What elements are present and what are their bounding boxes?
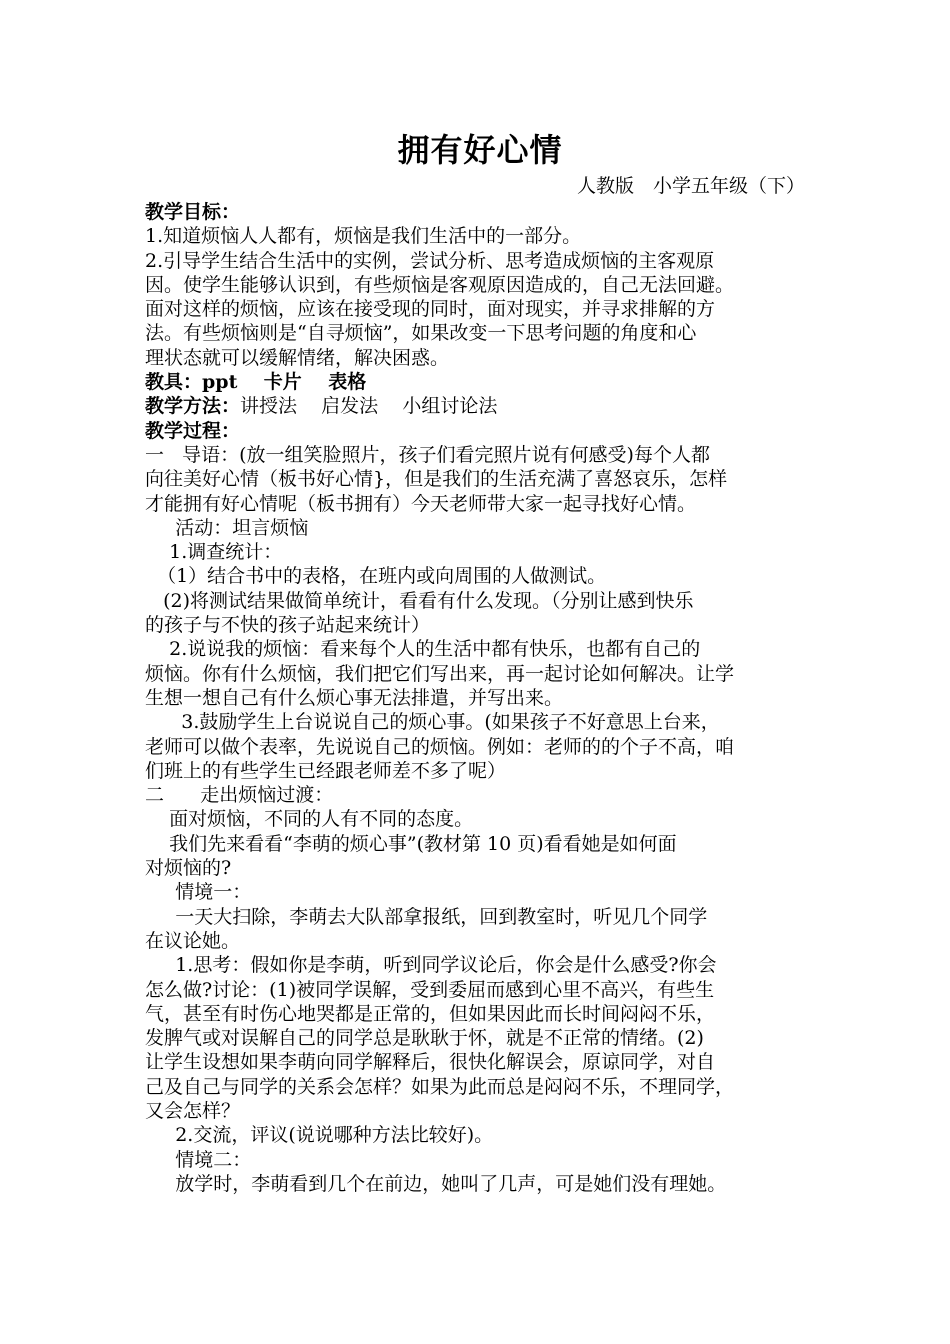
text-line: 的孩子与不快的孩子站起来统计） — [145, 614, 431, 637]
text-line: 2.说说我的烦恼：看来每个人的生活中都有快乐，也都有自己的 — [145, 638, 701, 661]
section-heading: 教具：ppt 卡片 表格 — [145, 371, 367, 394]
text-line: 面对这样的烦恼，应该在接受现的同时，面对现实，并寻求排解的方 — [145, 298, 716, 321]
document-body — [145, 200, 815, 1196]
text-line: 们班上的有些学生已经跟老师差不多了呢） — [145, 759, 507, 782]
text-line: 情境二： — [145, 1148, 252, 1171]
text-line: 活动：坦言烦恼 — [145, 516, 309, 539]
text-line: (2)将测试结果做简单统计，看看有什么发现。（分别让感到快乐 — [145, 589, 694, 612]
text-line: 向往美好心情（板书好心情}，但是我们的生活充满了喜怒哀乐，怎样 — [145, 468, 728, 491]
text-line: 2.引导学生结合生活中的实例，尝试分析、思考造成烦恼的主客观原 — [145, 249, 715, 272]
text-line — [145, 394, 815, 418]
section-heading: 教学过程： — [145, 419, 241, 442]
text-line: 一天大扫除，李萌去大队部拿报纸，回到教室时，听见几个同学 — [145, 905, 708, 928]
text-line: 一 导语：(放一组笑脸照片，孩子们看完照片说有何感受)每个人都 — [145, 443, 710, 466]
text-line: 气，甚至有时伤心地哭都是正常的，但如果因此而长时间闷闷不乐， — [145, 1002, 716, 1025]
text-line: 才能拥有好心情呢（板书拥有）今天老师带大家一起寻找好心情。 — [145, 492, 697, 515]
text-line: （1）结合书中的表格，在班内或向周围的人做测试。 — [145, 565, 607, 588]
text-line: 二 走出烦恼过渡： — [145, 784, 334, 807]
text-line: 放学时，李萌看到几个在前边，她叫了几声，可是她们没有理她。 — [145, 1172, 727, 1195]
text-line: 发脾气或对误解自己的同学总是耿耿于怀，就是不正常的情绪。(2) — [145, 1027, 704, 1050]
text-line: 老师可以做个表率，先说说自己的烦恼。例如：老师的的个子不高，咱 — [145, 735, 735, 758]
text-line: 让学生设想如果李萌向同学解释后，很快化解误会，原谅同学，对自 — [145, 1051, 716, 1074]
document-title: 拥有好心情 — [397, 131, 563, 169]
text-line: 烦恼。你有什么烦恼，我们把它们写出来，再一起讨论如何解决。让学 — [145, 662, 735, 685]
text-line: 在议论她。 — [145, 929, 241, 952]
document-subtitle: 人教版 小学五年级（下） — [576, 175, 805, 197]
document-page — [145, 128, 815, 1196]
text-line: 法。有些烦恼则是“自寻烦恼”，如果改变一下思考问题的角度和心 — [145, 322, 697, 345]
text-line: 己及自己与同学的关系会怎样？如果为此而总是闷闷不乐，不理同学， — [145, 1075, 735, 1098]
text-line: 1.调查统计： — [145, 541, 283, 564]
section-heading-value: 讲授法 启发法 小组讨论法 — [240, 395, 498, 418]
text-line: 因。使学生能够认识到，有些烦恼是客观原因造成的，自己无法回避。 — [145, 273, 735, 296]
text-line: 情境一： — [145, 881, 252, 904]
text-line: 1.思考：假如你是李萌，听到同学议论后，你会是什么感受?你会 — [145, 954, 717, 977]
text-line: 我们先来看看“李萌的烦心事”(教材第 10 页)看看她是如何面 — [145, 832, 677, 855]
text-line: 1.知道烦恼人人都有，烦恼是我们生活中的一部分。 — [145, 225, 582, 248]
text-line: 又会怎样？ — [145, 1099, 241, 1122]
section-heading-label: 教学方法： — [145, 395, 241, 418]
text-line: 面对烦恼，不同的人有不同的态度。 — [145, 808, 474, 831]
text-line: 怎么做?讨论：(1)被同学误解，受到委屈而感到心里不高兴，有些生 — [145, 978, 715, 1001]
section-heading: 教学目标： — [145, 201, 241, 223]
text-line: 3.鼓励学生上台说说自己的烦心事。(如果孩子不好意思上台来， — [145, 711, 720, 734]
text-line: 对烦恼的? — [145, 857, 232, 880]
text-line: 2.交流，评议(说说哪种方法比较好)。 — [145, 1124, 494, 1147]
text-line: 理状态就可以缓解情绪，解决困惑。 — [145, 346, 450, 369]
text-line: 生想一想自己有什么烦心事无法排遣，并写出来。 — [145, 686, 564, 709]
